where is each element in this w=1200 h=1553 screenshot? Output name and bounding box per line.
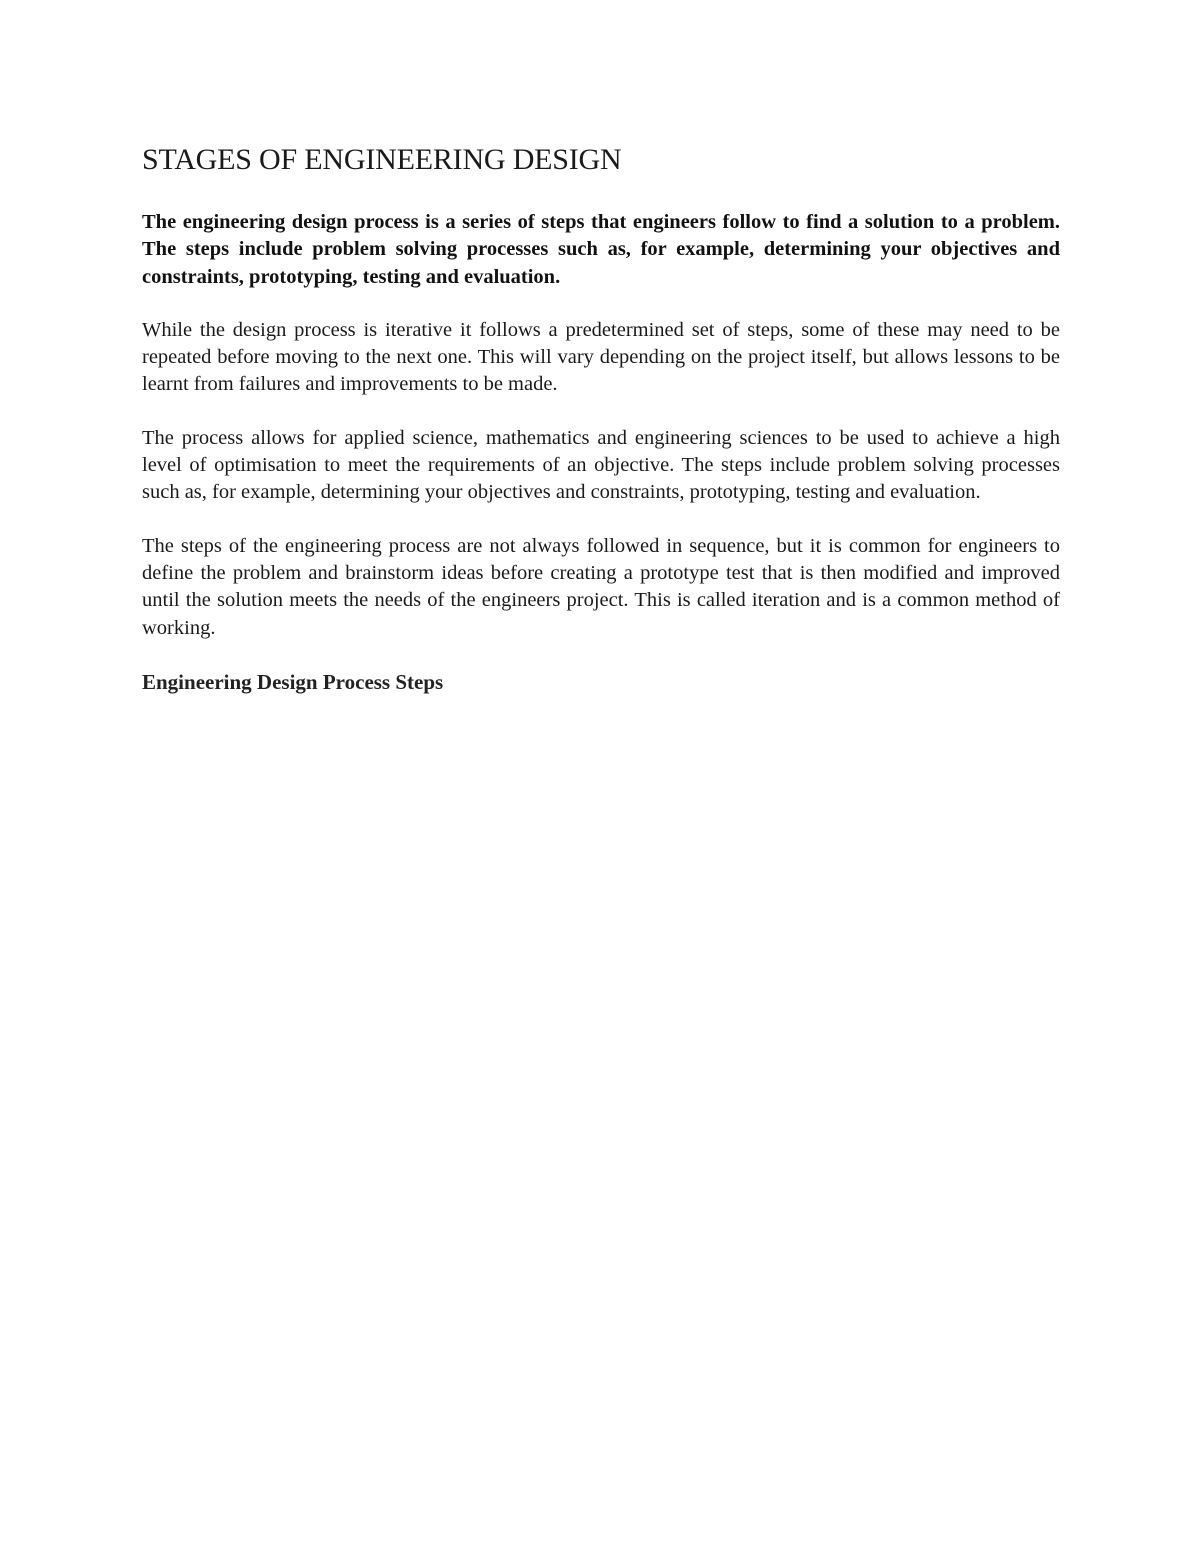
page-title: STAGES OF ENGINEERING DESIGN — [142, 143, 622, 176]
section-heading: Engineering Design Process Steps — [142, 669, 444, 694]
body-paragraph-process: The process allows for applied science, mathematics and engineering sciences to be used to achieve a high level of optimisation to meet the requirements of an objective. The steps include problem solving processes such as, for example, determining your objectives and constraints, prototyping, testing and evaluation. — [142, 426, 1060, 504]
body-paragraph-iterative: While the design process is iterative it follows a predetermined set of steps, some of these may need to be repeated before moving to the next one. This will vary depending on the project itself, but allows lessons to be learnt from failures and improvements to be made. — [142, 318, 1060, 396]
body-paragraph-sequence: The steps of the engineering process are not always followed in sequence, but it is common for engineers to define the problem and brainstorm ideas before creating a prototype test that is then modified and improved until the solution meets the needs of the engineers project. This is called iteration and is a common method of working. — [142, 534, 1060, 639]
document-body — [142, 140, 1060, 696]
intro-paragraph: The engineering design process is a series of steps that engineers follow to find a solution to a problem. The steps include problem solving processes such as, for example, determining your objectives and constraints, prototyping, testing and evaluation. — [142, 211, 1060, 288]
